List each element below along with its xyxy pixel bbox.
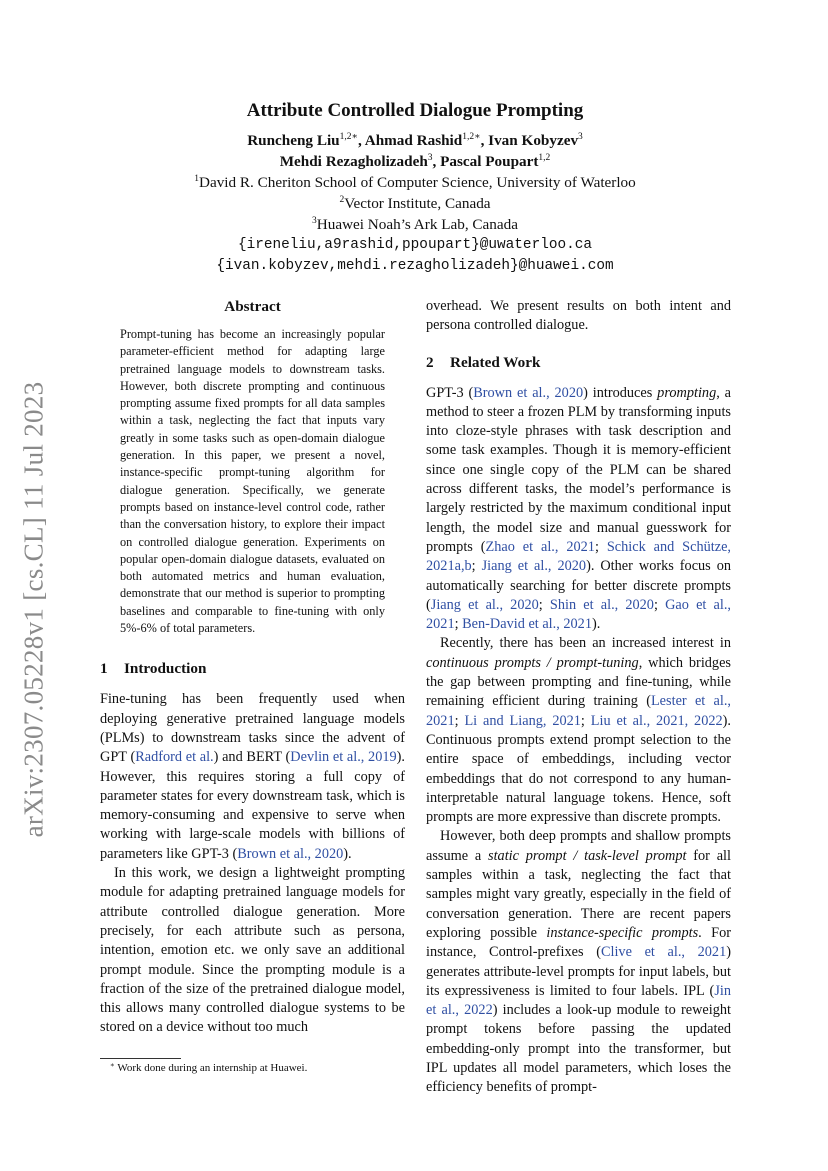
footnote (100, 1061, 405, 1075)
section-title: Related Work (450, 353, 541, 371)
abstract-text: Prompt-tuning has become an increasingly popular parameter-efficient method for adapting large pretrained language models to downstream tasks. However, both discrete prompting and continuous prompting assume fixed prompts for all data samples within a task, neglecting the fact that inputs vary greatly in some tasks such as open-domain dialogue generation. In this paper, we present a novel, instance-specific prompt-tuning algorithm for dialogue generation. Specifically, we generate prompts based on instance-level control code, rather than the conversation history, to explore their impact on controlled dialogue generation. Experiments on popular open-domain dialogue datasets, evaluated on both automated metrics and human evaluation, demonstrate that our method is superior to prompting baselines and comparable to fine-tuning with only 5%-6% of total parameters. (120, 327, 385, 636)
author-name: Ahmad Rashid (364, 132, 463, 149)
affiliation-3: $^3$Huawei Noah’s Ark Lab, Canada (312, 216, 518, 233)
author-name: Pascal Poupart (440, 153, 539, 170)
section-title: Introduction (124, 660, 207, 678)
citation-link[interactable]: Brown et al., 2020 (473, 384, 584, 401)
citation-link[interactable]: Jiang et al., 2020 (481, 558, 587, 575)
author-list (100, 130, 730, 172)
citation-link[interactable]: Devlin et al., 2019 (290, 749, 397, 766)
email-line-2: {ivan.kobyzev,mehdi.rezagholizadeh}@huawei.com (216, 258, 614, 274)
author-name: Ivan Kobyzev (488, 132, 579, 149)
citation-link[interactable]: Clive et al., 2021 (600, 944, 727, 961)
citation-link[interactable]: Lester et al., 2021 (426, 693, 731, 729)
right-column (426, 297, 731, 1098)
citation-link[interactable]: Jiang et al., 2020 (430, 596, 539, 613)
arxiv-stamp (19, 373, 49, 845)
left-column (100, 297, 405, 1038)
author-affil-mark: 1,2∗ (339, 132, 358, 142)
related-paragraph-3: However, both deep prompts and shallow prompts assume a static prompt / task-level prompt for all samples within a task, neglecting the fact that samples might vary greatly, especially in the field of conversation generation. There are recent papers exploring possible instance-specific prompts. For instance, Control-prefixes (Clive et al., 2021) generates attribute-level prompts for input labels, but its expressiveness is limited to four labels. IPL (Jin et al., 2022) includes a look-up module to reweight prompt tokens before passing the updated embedding-only prompt into the transformer, but IPL updates all model parameters, which loses the efficiency benefits of prompt- (426, 828, 731, 1096)
paper-title: Attribute Controlled Dialogue Prompting (246, 100, 584, 121)
author-line-1: Runcheng Liu$^{1,2∗}$, Ahmad Rashid$^{1,2∗}$, Ivan Kobyzev$^3$ (247, 132, 583, 149)
author-affil-mark: 1,2 (538, 153, 551, 163)
footnote-rule (100, 1058, 181, 1059)
author-name: Mehdi Rezagholizadeh (279, 153, 428, 170)
intro-paragraph-continued: overhead. We present results on both intent and persona controlled dialogue. (426, 298, 731, 334)
section-number: 2 (426, 353, 434, 371)
citation-link[interactable]: Radford et al. (135, 749, 214, 766)
affiliation-1: $^1$David R. Cheriton School of Computer Science, University of Waterloo (194, 174, 636, 191)
citation-link[interactable]: Zhao et al., 2021 (485, 538, 595, 555)
footnote-mark: ∗ (110, 1061, 115, 1069)
author-affil-mark: 3 (578, 132, 583, 142)
intro-paragraph-2: In this work, we design a lightweight prompting module for adapting pretrained language models for attribute controlled dialogue generation. More precisely, for each attribute such as persona, intention, emotion etc. we only save an additional prompt module. Since the prompting module is a fraction of the size of the pretrained dialogue model, this allows many controlled dialogue systems to be stored on a device without too much (100, 865, 405, 1036)
email-line-1: {ireneliu,a9rashid,ppoupart}@uwaterloo.ca (237, 237, 593, 253)
abstract-heading: Abstract (224, 298, 281, 315)
citation-link[interactable]: Li and Liang, 2021 (464, 712, 581, 729)
citation-link[interactable]: Schick and Schütze, 2021a,b (426, 538, 731, 575)
citation-link[interactable]: Liu et al., 2021, 2022 (590, 712, 723, 729)
affiliation-2: $^2$Vector Institute, Canada (339, 195, 491, 212)
author-affil-mark: 1,2∗ (462, 132, 481, 142)
citation-link[interactable]: Brown et al., 2020 (237, 845, 344, 862)
section-heading-related-work (426, 353, 731, 373)
paper-header (100, 98, 730, 277)
related-paragraph-1: GPT-3 (Brown et al., 2020) introduces prompting, a method to steer a frozen PLM by transforming inputs into cloze-style phrases with task description and some task examples. Though it is memory-efficient since one single copy of the PLM can be shared across different tasks, the model’s performance is largely restricted by the maximum conditional input length, the model size and manual guesswork for prompts (Zhao et al., 2021; Schick and Schütze, 2021a,b; Jiang et al., 2020). Other works focus on automatically searching for better discrete prompts (Jiang et al., 2020; Shin et al., 2020; Gao et al., 2021; Ben-David et al., 2021). (426, 384, 732, 633)
citation-link[interactable]: Shin et al., 2020 (549, 596, 654, 613)
section-heading-introduction (100, 659, 405, 679)
citation-link[interactable]: Gao et al., 2021 (426, 596, 731, 633)
section-number: 1 (100, 660, 108, 678)
author-line-2: Mehdi Rezagholizadeh$^3$, Pascal Poupart$^{1,2}$ (279, 153, 551, 170)
intro-paragraph-1: Fine-tuning has been frequently used when deploying generative pretrained language models (PLMs) to downstream tasks since the advent of GPT (Radford et al.) and BERT (Devlin et al., 2019). However, this requires storing a full copy of parameter states for every downstream task, which is memory-consuming and expensive to serve when working with large-scale models with billions of parameters like GPT-3 (Brown et al., 2020). (100, 691, 405, 862)
citation-link[interactable]: Jin et al., 2022 (426, 982, 731, 1019)
citation-link[interactable]: Ben-David et al., 2021 (462, 616, 592, 633)
author-affil-mark: 3 (427, 153, 433, 163)
author-name: Runcheng Liu (247, 132, 340, 149)
related-paragraph-2: Recently, there has been an increased interest in continuous prompts / prompt-tuning, which bridges the gap between prompting and fine-tuning, while remaining efficient during training (Lester et al., 2021; Li and Liang, 2021; Liu et al., 2021, 2022). Continuous prompts extend prompt selection to the entire space of embeddings, including vector embeddings that do not correspond to any human-interpretable natural language tokens. Hence, soft prompts are more expressive than discrete prompts. (426, 635, 731, 826)
footnote-text: Work done during an internship at Huawei. (117, 1062, 308, 1074)
arxiv-id-text: arXiv:2307.05228v1 [cs.CL] 11 Jul 2023 (18, 381, 49, 837)
